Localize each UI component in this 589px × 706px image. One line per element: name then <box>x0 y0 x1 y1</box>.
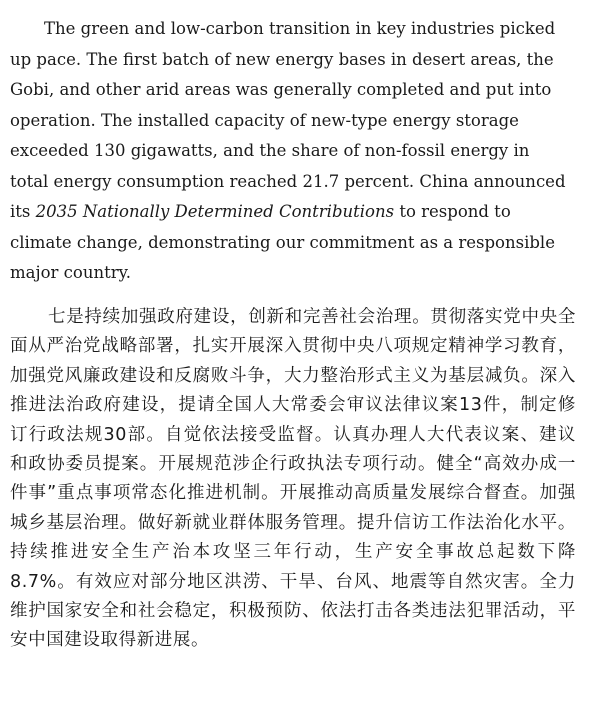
english-paragraph-italic-title: 2035 Nationally Determined Contributions <box>35 202 395 221</box>
chinese-paragraph: 七是持续加强政府建设，创新和完善社会治理。贯彻落实党中央全面从严治党战略部署，扎实开展深入贯彻中央八项规定精神学习教育，加强党风廉政建设和反腐败斗争，大力整治形式主义为基层减负。深入推进法治政府建设，提请全国人大常委会审议法律议案13件，制定修订行政法规30部。自觉依法接受监督。认真办理人大代表议案、建议和政协委员提案。开展规范涉企行政执法专项行动。健全“高效办成一件事”重点事项常态化推进机制。开展推动高质量发展综合督查。加强城乡基层治理。做好新就业群体服务管理。提升信访工作法治化水平。持续推进安全生产治本攻坚三年行动，生产安全事故总起数下降8.7%。有效应对部分地区洪涝、干旱、台风、地震等自然灾害。全力维护国家安全和社会稳定，积极预防、依法打击各类违法犯罪活动，平安中国建设取得新进展。 <box>10 307 576 651</box>
english-paragraph <box>10 14 570 289</box>
english-paragraph-text-part2: to respond to climate change, demonstrating our commitment as a responsible major country. <box>10 202 555 282</box>
english-paragraph-text-part1: The green and low-carbon transition in key industries picked up pace. The first batch of new energy bases in desert areas, the Gobi, and other arid areas was generally completed and put into operation. The installed capacity of new-type energy storage exceeded 130 gigawatts, and the share of non-fossil energy in total energy consumption reached 21.7 percent. China announced its <box>10 19 566 221</box>
